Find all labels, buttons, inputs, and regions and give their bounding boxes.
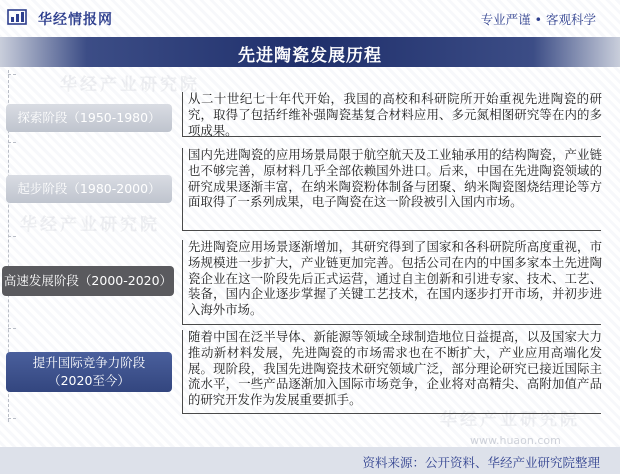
- watermark: 华经产业研究院: [20, 215, 160, 235]
- logo-text: 华经情报网: [38, 12, 113, 28]
- stage-label-international: 提升国际竞争力阶段 （2020至今）: [6, 352, 172, 392]
- source-note: 资料来源：公开资料、华经产业研究院整理: [362, 455, 600, 470]
- logo-icon: [7, 8, 29, 26]
- timeline-tick: [8, 74, 16, 75]
- stage-label-startup: 起步阶段（1980-2000）: [6, 175, 172, 203]
- slogan: 专业严谨 • 客观科学: [480, 12, 596, 27]
- stage-description-exploration: 从二十世纪七十年代开始，我国的高校和科研院所开始重视先进陶瓷的研究，取得了包括纤维补强陶瓷基复合材料应用、多元氮相图研究等在内的多项成果。: [188, 91, 602, 138]
- stage-description-rapid-growth: 先进陶瓷应用场景逐渐增加，其研究得到了国家和各科研院所高度重视，市场规模进一步扩大，产业链更加完善。包括公司在内的中国多家本土先进陶瓷企业在这一阶段先后正式运营，通过自主创新和引进专家、技术、工艺、装备，国内企业逐步掌握了关键工艺技术，在国内逐步打开市场，并初步进入海外市场。: [188, 239, 602, 318]
- watermark: 华经产业研究院: [440, 410, 580, 430]
- header: [0, 0, 620, 36]
- footer: [0, 447, 620, 474]
- footer-url: www.huaon.com: [470, 434, 561, 447]
- page-title: 先进陶瓷发展历程: [238, 46, 382, 66]
- title-banner: [0, 37, 620, 67]
- timeline-tick: [8, 328, 16, 329]
- timeline-tick: [8, 418, 16, 419]
- stage-label-rapid-growth: 高速发展阶段（2000-2020）: [2, 266, 174, 296]
- stage-label-exploration: 探索阶段（1950-1980）: [6, 104, 172, 132]
- stage-description-startup: 国内先进陶瓷的应用场景局限于航空航天及工业轴承用的结构陶瓷，产业链也不够完善，原材料几乎全部依赖国外进口。后来，中国在先进陶瓷领域的研究成果逐渐丰富，在纳米陶瓷粉体制备与团聚、纳米陶瓷图烧结理论等方面取得了一系列成果，电子陶瓷在这一阶段被引入国内市场。: [188, 147, 602, 210]
- timeline-tick: [8, 236, 16, 237]
- timeline-tick: [8, 142, 16, 143]
- watermark: 华经产业研究院: [60, 75, 200, 95]
- stage-description-international: 随着中国在泛半导体、新能源等领域全球制造地位日益提高，以及国家大力推动新材料发展，先进陶瓷的市场需求也在不断扩大，产业应用高端化发展。现阶段，我国先进陶瓷技术研究领域广泛，部分理论研究已接近国际主流水平，一些产品逐渐加入国际市场竞争，企业将对高精尖、高附加值产品的研究开发作为发展重要抓手。: [188, 329, 602, 408]
